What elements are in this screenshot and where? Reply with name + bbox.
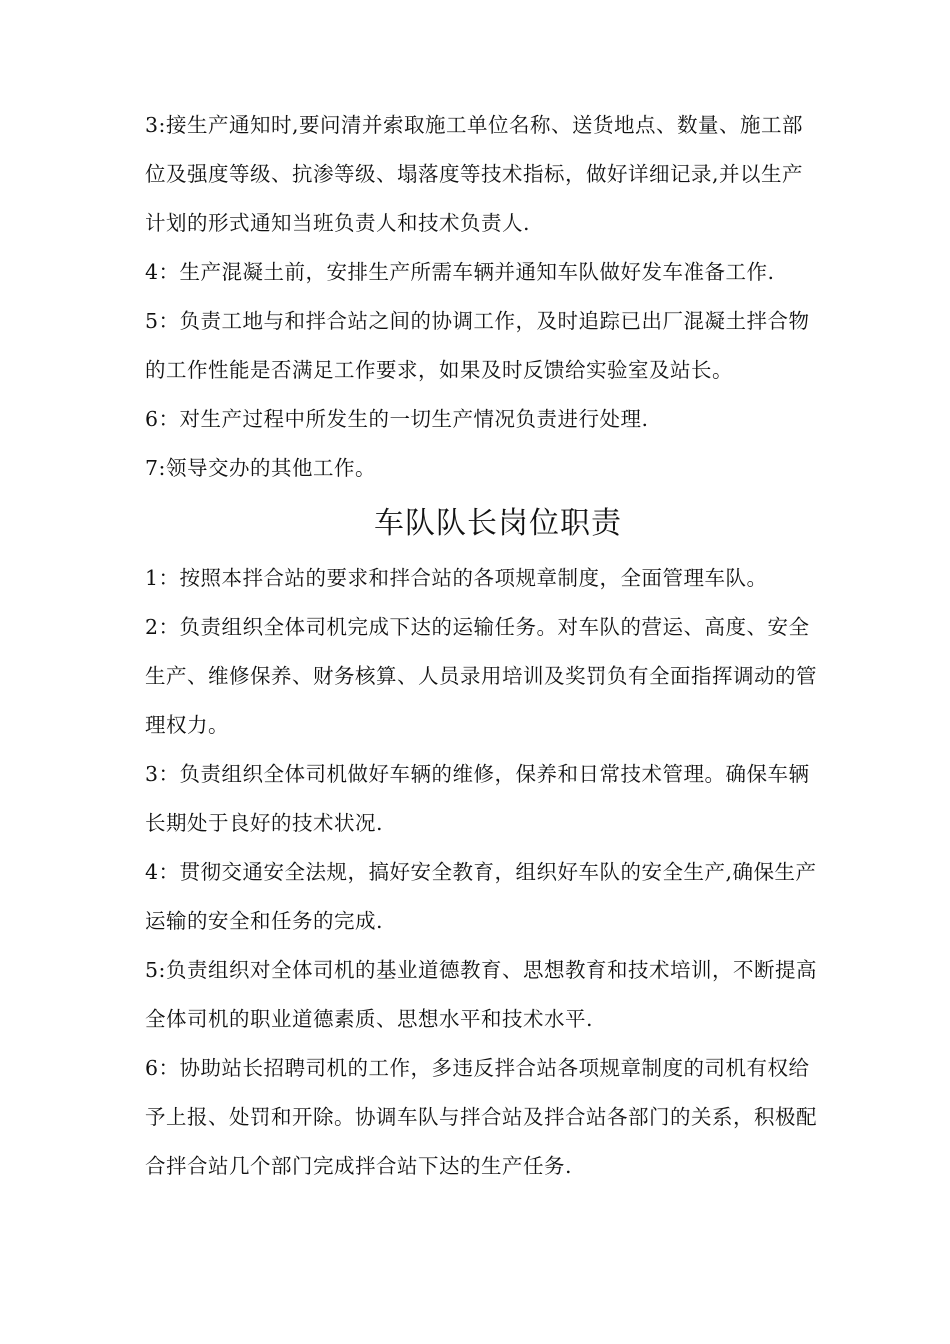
text-line: 位及强度等级、抗渗等级、塌落度等技术指标，做好详细记录,并以生产 bbox=[145, 162, 804, 186]
text-line: 2：负责组织全体司机完成下达的运输任务。对车队的营运、高度、安全 bbox=[145, 615, 810, 639]
text-line: 5：负责工地与和拌合站之间的协调工作，及时追踪已出厂混凝土拌合物 bbox=[145, 309, 810, 333]
text-line: 3：负责组织全体司机做好车辆的维修，保养和日常技术管理。确保车辆 bbox=[145, 762, 810, 786]
text-line: 长期处于良好的技术状况. bbox=[145, 811, 384, 835]
document-body bbox=[145, 101, 851, 1191]
list-item-3 bbox=[145, 101, 851, 248]
text-line: 4：生产混凝土前，安排生产所需车辆并通知车队做好发车准备工作. bbox=[145, 260, 775, 284]
list-item-6 bbox=[145, 395, 851, 444]
text-line: 合拌合站几个部门完成拌合站下达的生产任务. bbox=[145, 1154, 573, 1178]
section-title: 车队队长岗位职责 bbox=[374, 506, 622, 541]
list-item-2 bbox=[145, 603, 851, 750]
duty-list-section-1 bbox=[145, 101, 851, 493]
text-line: 4：贯彻交通安全法规，搞好安全教育，组织好车队的安全生产,确保生产 bbox=[145, 860, 817, 884]
text-line: 生产、维修保养、财务核算、人员录用培训及奖罚负有全面指挥调动的管 bbox=[145, 664, 817, 688]
list-item-1 bbox=[145, 554, 851, 603]
text-line: 计划的形式通知当班负责人和技术负责人. bbox=[145, 211, 531, 235]
list-item-5 bbox=[145, 297, 851, 395]
text-line: 6：协助站长招聘司机的工作，多违反拌合站各项规章制度的司机有权给 bbox=[145, 1056, 810, 1080]
text-line: 5:负责组织对全体司机的基业道德教育、思想教育和技术培训，不断提高 bbox=[145, 958, 817, 982]
list-item-6 bbox=[145, 1044, 851, 1191]
text-line: 理权力。 bbox=[145, 713, 229, 737]
text-line: 3:接生产通知时,要问清并索取施工单位名称、送货地点、数量、施工部 bbox=[145, 113, 803, 137]
text-line: 予上报、处罚和开除。协调车队与拌合站及拌合站各部门的关系，积极配 bbox=[145, 1105, 817, 1129]
list-item-7 bbox=[145, 444, 851, 493]
list-item-4 bbox=[145, 248, 851, 297]
text-line: 7:领导交办的其他工作。 bbox=[145, 456, 376, 480]
list-item-4 bbox=[145, 848, 851, 946]
text-line: 的工作性能是否满足工作要求，如果及时反馈给实验室及站长。 bbox=[145, 358, 733, 382]
list-item-3 bbox=[145, 750, 851, 848]
list-item-5 bbox=[145, 946, 851, 1044]
text-line: 6：对生产过程中所发生的一切生产情况负责进行处理. bbox=[145, 407, 649, 431]
text-line: 全体司机的职业道德素质、思想水平和技术水平. bbox=[145, 1007, 594, 1031]
duty-list-section-2 bbox=[145, 554, 851, 1191]
text-line: 运输的安全和任务的完成. bbox=[145, 909, 384, 933]
text-line: 1：按照本拌合站的要求和拌合站的各项规章制度，全面管理车队。 bbox=[145, 566, 768, 590]
